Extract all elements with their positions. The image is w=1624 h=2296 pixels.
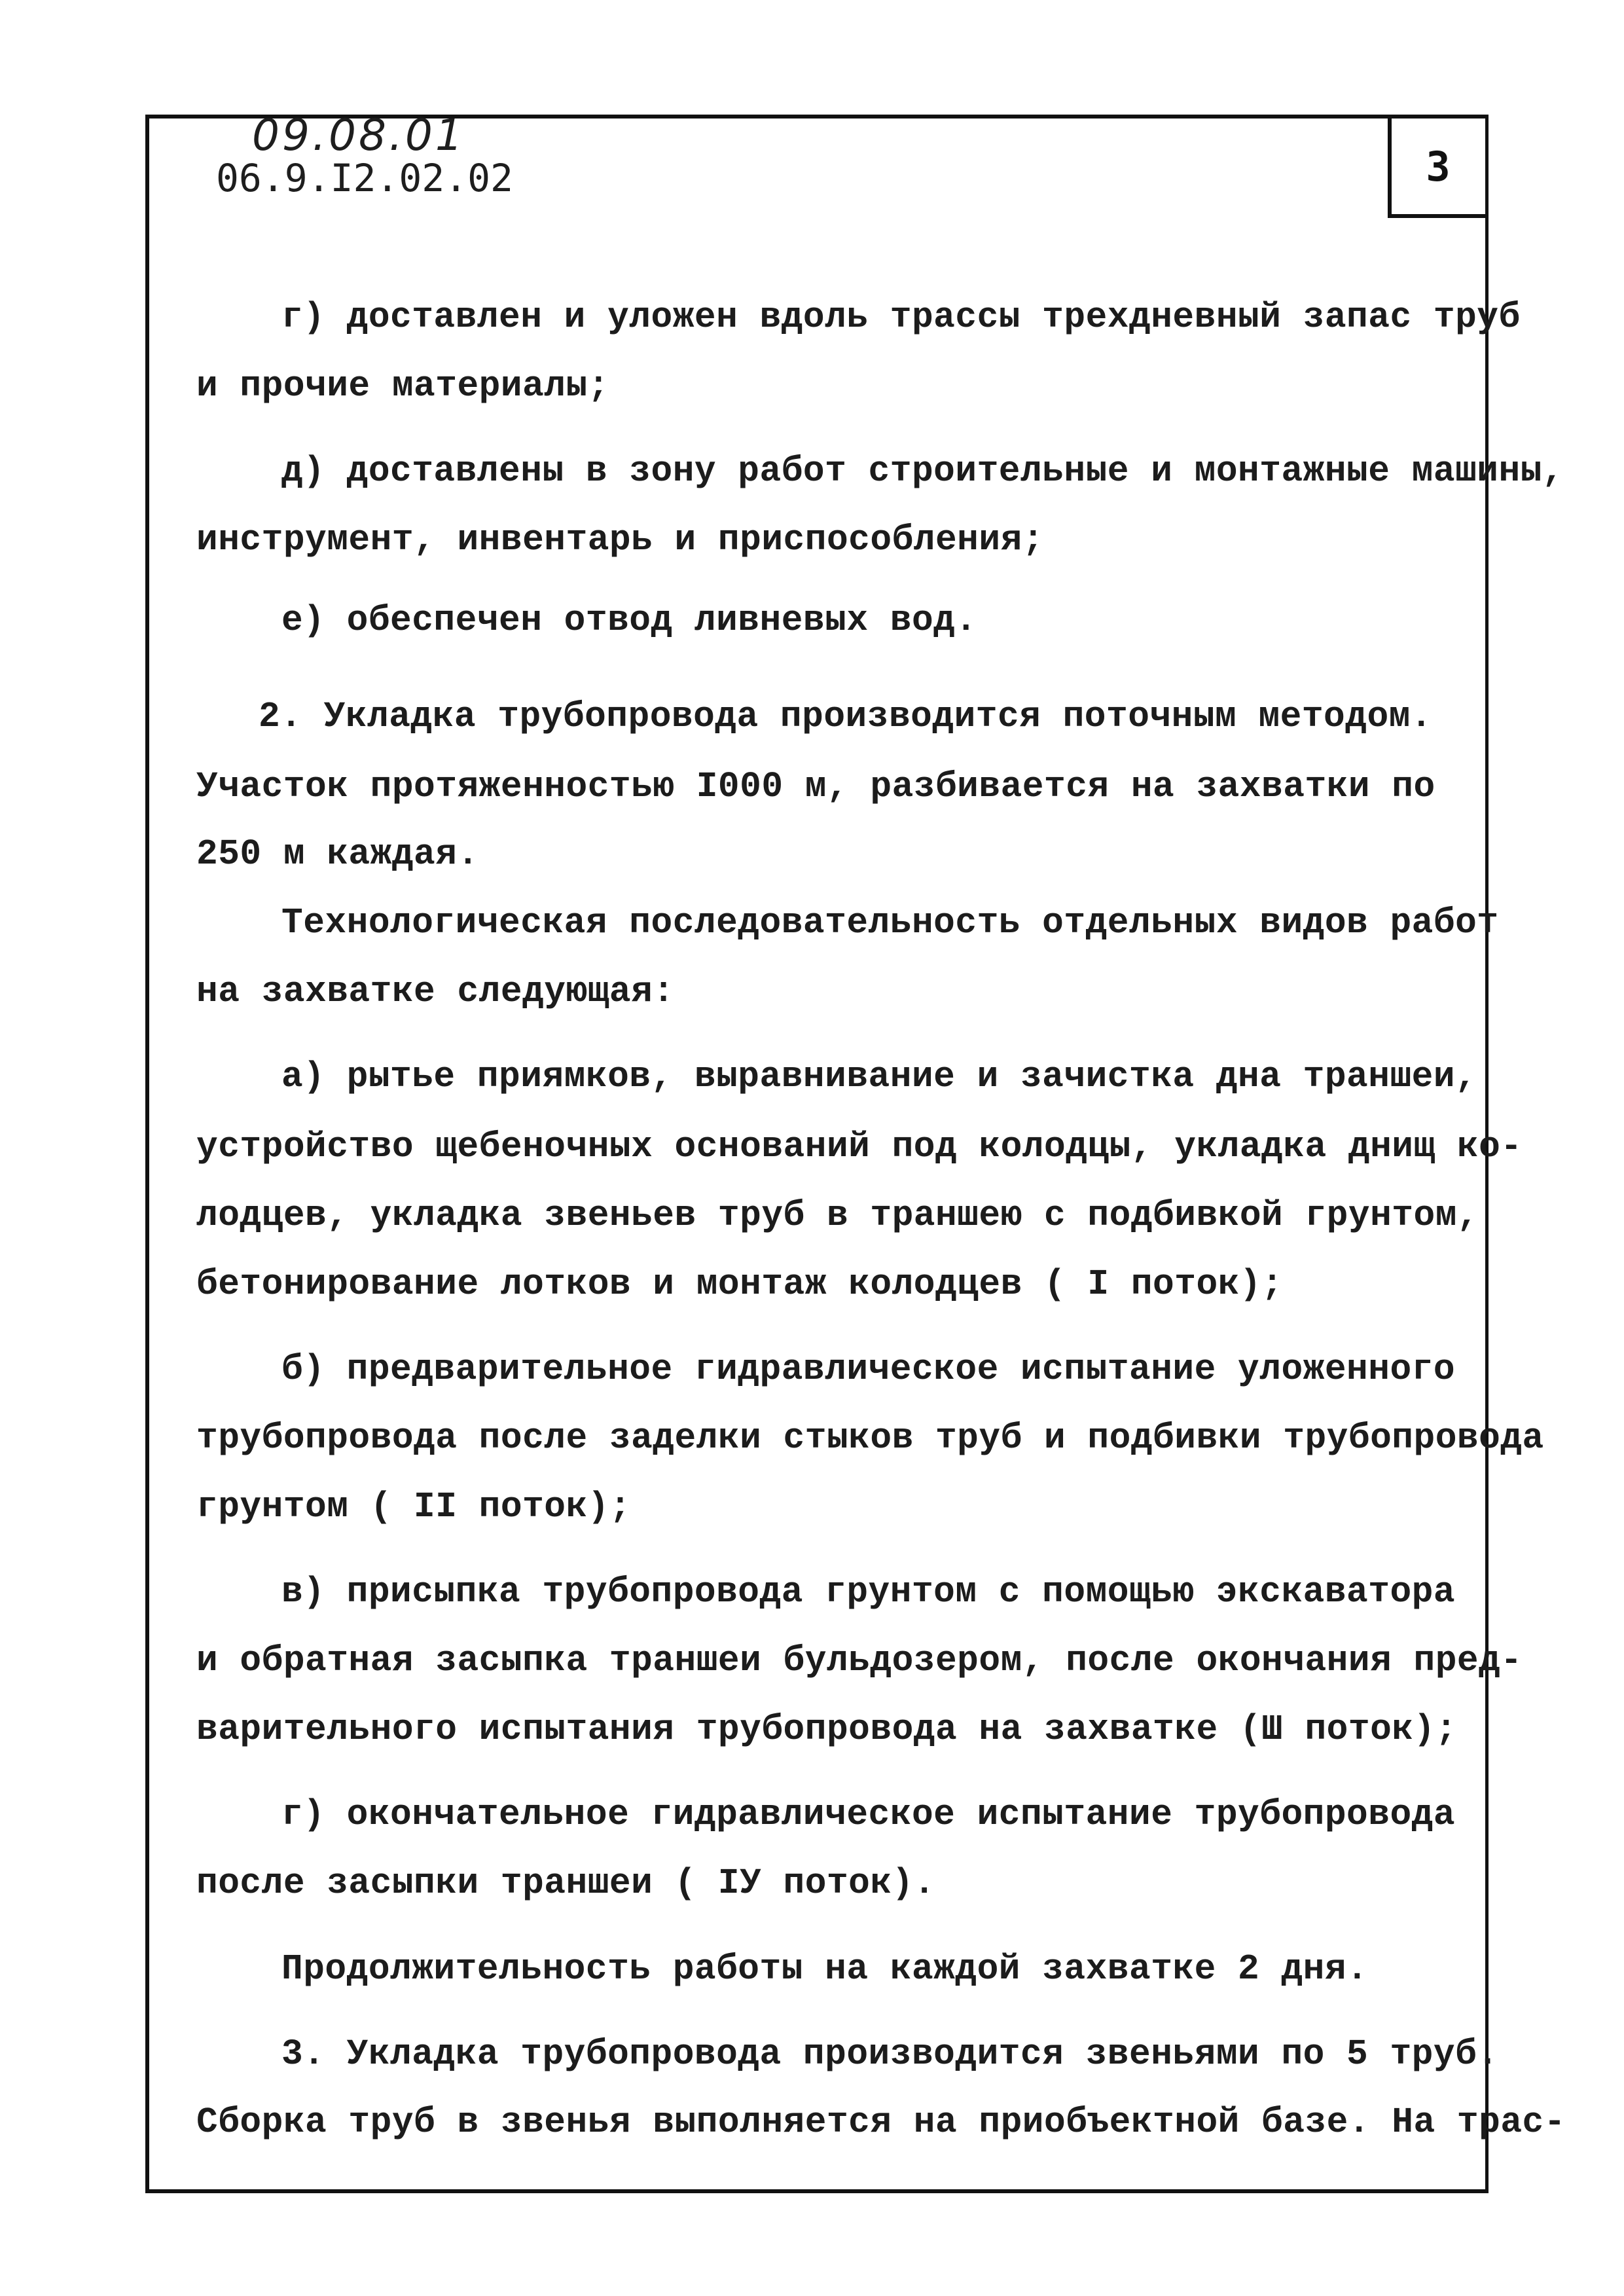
text-line: в) присыпка трубопровода грунтом с помощью экскаватора	[281, 1573, 1456, 1613]
text-line: варительного испытания трубопровода на захватке (Ш поток);	[196, 1710, 1457, 1750]
text-line: лодцев, укладка звеньев труб в траншею с подбивкой грунтом,	[196, 1196, 1479, 1236]
text-line: и прочие материалы;	[196, 367, 609, 407]
text-line: Технологическая последовательность отдельных видов работ	[281, 903, 1499, 943]
text-line: б) предварительное гидравлическое испытание уложенного	[281, 1350, 1456, 1390]
text-line: 2. Укладка трубопровода производится поточным методом.	[259, 697, 1433, 737]
text-line: 3. Укладка трубопровода производится звеньями по 5 труб.	[281, 2035, 1499, 2075]
text-line: на захватке следующая:	[196, 972, 675, 1012]
text-line: устройство щебеночных оснований под колодцы, укладка днищ ко-	[196, 1127, 1523, 1167]
text-line: 250 м каждая.	[196, 835, 479, 875]
handwritten-code: 09.08.01	[252, 110, 465, 160]
page-number: 3	[1426, 142, 1451, 191]
text-line: г) окончательное гидравлическое испытание трубопровода	[281, 1795, 1456, 1835]
text-line: е) обеспечен отвод ливневых вод.	[281, 601, 977, 641]
text-line: инструмент, инвентарь и приспособления;	[196, 520, 1045, 560]
text-line: грунтом ( II поток);	[196, 1487, 632, 1527]
text-line: после засыпки траншеи ( IУ поток).	[196, 1864, 935, 1904]
document-code: 06.9.I2.02.02	[216, 156, 513, 200]
text-line: Сборка труб в звенья выполняется на приобъектной базе. На трас-	[196, 2103, 1566, 2143]
text-line: трубопровода после заделки стыков труб и подбивки трубопровода	[196, 1419, 1544, 1459]
text-line: Участок протяженностью I000 м, разбивается на захватки по	[196, 767, 1435, 807]
text-line: Продолжительность работы на каждой захватке 2 дня.	[281, 1950, 1369, 1990]
text-line: а) рытье приямков, выравнивание и зачистка дна траншеи,	[281, 1057, 1477, 1097]
text-line: и обратная засыпка траншеи бульдозером, после окончания пред-	[196, 1641, 1523, 1681]
text-line: г) доставлен и уложен вдоль трассы трехдневный запас труб	[281, 298, 1521, 338]
text-line: д) доставлены в зону работ строительные и монтажные машины,	[281, 452, 1564, 492]
text-line: бетонирование лотков и монтаж колодцев ( I поток);	[196, 1265, 1284, 1305]
